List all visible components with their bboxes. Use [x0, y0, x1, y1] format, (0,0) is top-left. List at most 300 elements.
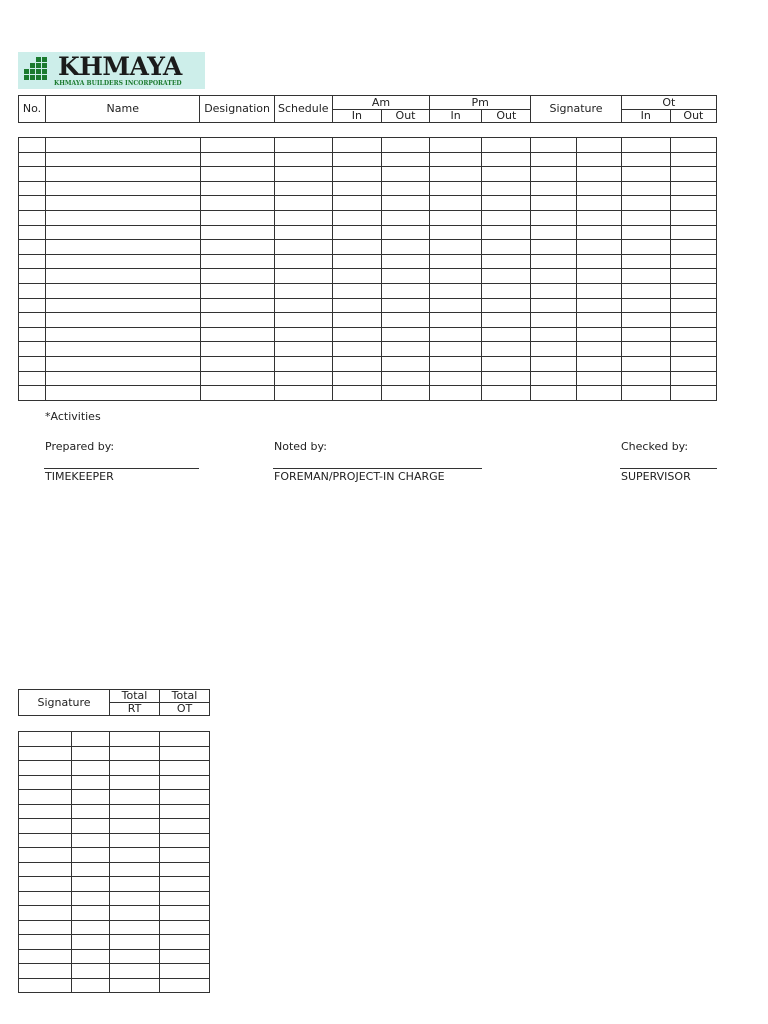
table-cell[interactable]: [621, 342, 670, 357]
table-cell[interactable]: [274, 210, 332, 225]
table-cell[interactable]: [430, 342, 482, 357]
table-cell[interactable]: [274, 371, 332, 386]
table-cell[interactable]: [19, 804, 72, 819]
table-cell[interactable]: [200, 225, 274, 240]
table-cell[interactable]: [19, 181, 46, 196]
table-cell[interactable]: [46, 269, 200, 284]
table-cell[interactable]: [332, 196, 381, 211]
table-cell[interactable]: [160, 761, 210, 776]
table-cell[interactable]: [200, 356, 274, 371]
table-cell[interactable]: [19, 732, 72, 747]
table-cell[interactable]: [482, 138, 531, 153]
table-cell[interactable]: [670, 196, 716, 211]
table-cell[interactable]: [482, 342, 531, 357]
table-cell[interactable]: [274, 298, 332, 313]
table-cell[interactable]: [430, 386, 482, 401]
table-cell[interactable]: [430, 356, 482, 371]
table-cell[interactable]: [670, 342, 716, 357]
table-cell[interactable]: [200, 196, 274, 211]
table-cell[interactable]: [482, 313, 531, 328]
table-cell[interactable]: [19, 210, 46, 225]
table-cell[interactable]: [160, 949, 210, 964]
table-cell[interactable]: [46, 386, 200, 401]
table-cell[interactable]: [430, 167, 482, 182]
table-cell[interactable]: [110, 978, 160, 993]
table-cell[interactable]: [482, 210, 531, 225]
table-cell[interactable]: [110, 906, 160, 921]
noted-by-label: Noted by:: [274, 440, 327, 453]
table-cell[interactable]: [274, 283, 332, 298]
table-cell[interactable]: [110, 891, 160, 906]
table-row: [19, 298, 717, 313]
table-cell[interactable]: [19, 964, 72, 979]
totals-header-total-ot: Total: [160, 690, 210, 703]
table-cell[interactable]: [19, 269, 46, 284]
table-cell[interactable]: [200, 181, 274, 196]
table-cell[interactable]: [670, 298, 716, 313]
table-cell[interactable]: [332, 356, 381, 371]
table-cell[interactable]: [72, 833, 110, 848]
table-cell[interactable]: [531, 196, 576, 211]
table-cell[interactable]: [332, 210, 381, 225]
table-cell[interactable]: [19, 298, 46, 313]
table-cell[interactable]: [160, 906, 210, 921]
table-cell[interactable]: [430, 181, 482, 196]
table-cell[interactable]: [531, 298, 576, 313]
table-cell[interactable]: [670, 327, 716, 342]
table-cell[interactable]: [200, 210, 274, 225]
table-cell[interactable]: [19, 746, 72, 761]
table-cell[interactable]: [576, 196, 621, 211]
table-cell[interactable]: [72, 862, 110, 877]
table-cell[interactable]: [382, 254, 430, 269]
table-cell[interactable]: [72, 949, 110, 964]
table-cell[interactable]: [72, 732, 110, 747]
table-cell[interactable]: [332, 386, 381, 401]
table-cell[interactable]: [110, 761, 160, 776]
table-cell[interactable]: [576, 342, 621, 357]
table-cell[interactable]: [46, 371, 200, 386]
table-cell[interactable]: [621, 283, 670, 298]
table-cell[interactable]: [19, 240, 46, 255]
table-cell[interactable]: [430, 313, 482, 328]
table-cell[interactable]: [531, 225, 576, 240]
table-cell[interactable]: [72, 804, 110, 819]
table-cell[interactable]: [46, 254, 200, 269]
table-cell[interactable]: [72, 848, 110, 863]
table-cell[interactable]: [72, 978, 110, 993]
table-cell[interactable]: [46, 342, 200, 357]
table-cell[interactable]: [46, 356, 200, 371]
table-cell[interactable]: [670, 313, 716, 328]
table-cell[interactable]: [332, 181, 381, 196]
table-cell[interactable]: [621, 152, 670, 167]
table-cell[interactable]: [200, 342, 274, 357]
table-cell[interactable]: [531, 283, 576, 298]
table-cell[interactable]: [670, 283, 716, 298]
table-cell[interactable]: [382, 283, 430, 298]
table-cell[interactable]: [621, 313, 670, 328]
table-cell[interactable]: [19, 819, 72, 834]
table-cell[interactable]: [19, 891, 72, 906]
table-cell[interactable]: [382, 386, 430, 401]
table-cell[interactable]: [200, 269, 274, 284]
table-cell[interactable]: [19, 920, 72, 935]
table-cell[interactable]: [19, 790, 72, 805]
table-cell[interactable]: [576, 254, 621, 269]
table-cell[interactable]: [531, 356, 576, 371]
table-cell[interactable]: [19, 356, 46, 371]
table-cell[interactable]: [72, 891, 110, 906]
table-cell[interactable]: [274, 342, 332, 357]
table-cell[interactable]: [19, 138, 46, 153]
table-cell[interactable]: [160, 891, 210, 906]
table-cell[interactable]: [482, 283, 531, 298]
table-cell[interactable]: [531, 342, 576, 357]
table-cell[interactable]: [576, 167, 621, 182]
table-row: [19, 240, 717, 255]
table-cell[interactable]: [670, 167, 716, 182]
table-cell[interactable]: [482, 327, 531, 342]
table-cell[interactable]: [19, 386, 46, 401]
table-cell[interactable]: [200, 240, 274, 255]
table-cell[interactable]: [621, 210, 670, 225]
table-cell[interactable]: [274, 225, 332, 240]
table-cell[interactable]: [430, 269, 482, 284]
table-cell[interactable]: [72, 877, 110, 892]
table-cell[interactable]: [72, 819, 110, 834]
table-cell[interactable]: [200, 283, 274, 298]
table-cell[interactable]: [19, 225, 46, 240]
table-cell[interactable]: [332, 327, 381, 342]
table-cell[interactable]: [621, 225, 670, 240]
table-cell[interactable]: [332, 138, 381, 153]
table-cell[interactable]: [621, 269, 670, 284]
table-cell[interactable]: [332, 298, 381, 313]
table-cell[interactable]: [200, 327, 274, 342]
table-cell[interactable]: [46, 181, 200, 196]
table-cell[interactable]: [46, 240, 200, 255]
table-cell[interactable]: [332, 225, 381, 240]
table-cell[interactable]: [382, 298, 430, 313]
table-cell[interactable]: [482, 371, 531, 386]
table-cell[interactable]: [110, 935, 160, 950]
table-cell[interactable]: [160, 978, 210, 993]
table-cell[interactable]: [160, 746, 210, 761]
table-cell[interactable]: [382, 138, 430, 153]
table-cell[interactable]: [531, 371, 576, 386]
table-row: [19, 949, 210, 964]
table-cell[interactable]: [110, 790, 160, 805]
table-cell[interactable]: [531, 210, 576, 225]
table-cell[interactable]: [160, 790, 210, 805]
table-cell[interactable]: [430, 298, 482, 313]
table-cell[interactable]: [430, 152, 482, 167]
table-cell[interactable]: [670, 225, 716, 240]
table-cell[interactable]: [332, 152, 381, 167]
table-cell[interactable]: [576, 181, 621, 196]
table-cell[interactable]: [621, 298, 670, 313]
table-cell[interactable]: [274, 254, 332, 269]
table-row: [19, 181, 717, 196]
table-cell[interactable]: [19, 877, 72, 892]
table-cell[interactable]: [382, 240, 430, 255]
table-cell[interactable]: [160, 819, 210, 834]
table-cell[interactable]: [274, 269, 332, 284]
table-cell[interactable]: [160, 920, 210, 935]
table-cell[interactable]: [160, 862, 210, 877]
table-cell[interactable]: [332, 167, 381, 182]
table-cell[interactable]: [274, 196, 332, 211]
table-cell[interactable]: [531, 167, 576, 182]
table-cell[interactable]: [19, 371, 46, 386]
table-cell[interactable]: [332, 313, 381, 328]
table-cell[interactable]: [576, 313, 621, 328]
table-cell[interactable]: [110, 949, 160, 964]
table-cell[interactable]: [531, 254, 576, 269]
table-cell[interactable]: [482, 167, 531, 182]
table-cell[interactable]: [19, 327, 46, 342]
table-cell[interactable]: [110, 746, 160, 761]
table-cell[interactable]: [382, 181, 430, 196]
table-cell[interactable]: [274, 313, 332, 328]
table-cell[interactable]: [621, 371, 670, 386]
table-cell[interactable]: [46, 167, 200, 182]
table-cell[interactable]: [46, 225, 200, 240]
table-cell[interactable]: [19, 342, 46, 357]
table-cell[interactable]: [160, 775, 210, 790]
table-cell[interactable]: [576, 327, 621, 342]
table-cell[interactable]: [670, 240, 716, 255]
table-cell[interactable]: [200, 371, 274, 386]
table-cell[interactable]: [670, 386, 716, 401]
table-cell[interactable]: [46, 298, 200, 313]
table-cell[interactable]: [160, 848, 210, 863]
table-cell[interactable]: [531, 138, 576, 153]
table-cell[interactable]: [382, 371, 430, 386]
table-cell[interactable]: [72, 790, 110, 805]
table-cell[interactable]: [19, 935, 72, 950]
table-cell[interactable]: [274, 240, 332, 255]
table-cell[interactable]: [670, 356, 716, 371]
table-row: [19, 313, 717, 328]
table-cell[interactable]: [430, 210, 482, 225]
table-cell[interactable]: [576, 269, 621, 284]
table-cell[interactable]: [670, 152, 716, 167]
table-cell[interactable]: [531, 313, 576, 328]
table-cell[interactable]: [274, 181, 332, 196]
table-cell[interactable]: [160, 732, 210, 747]
table-cell[interactable]: [621, 254, 670, 269]
table-cell[interactable]: [110, 848, 160, 863]
table-cell[interactable]: [621, 196, 670, 211]
table-cell[interactable]: [576, 371, 621, 386]
table-cell[interactable]: [110, 964, 160, 979]
table-cell[interactable]: [430, 196, 482, 211]
table-cell[interactable]: [621, 356, 670, 371]
table-cell[interactable]: [160, 964, 210, 979]
table-cell[interactable]: [19, 833, 72, 848]
table-cell[interactable]: [200, 254, 274, 269]
table-cell[interactable]: [670, 210, 716, 225]
table-row: [19, 269, 717, 284]
table-cell[interactable]: [482, 196, 531, 211]
table-cell[interactable]: [110, 775, 160, 790]
table-cell[interactable]: [430, 138, 482, 153]
table-cell[interactable]: [382, 313, 430, 328]
table-cell[interactable]: [19, 978, 72, 993]
table-cell[interactable]: [531, 240, 576, 255]
table-cell[interactable]: [670, 269, 716, 284]
table-cell[interactable]: [482, 386, 531, 401]
table-cell[interactable]: [19, 254, 46, 269]
table-cell[interactable]: [274, 327, 332, 342]
table-row: [19, 386, 717, 401]
table-cell[interactable]: [72, 920, 110, 935]
table-cell[interactable]: [19, 152, 46, 167]
totals-header: [18, 689, 210, 716]
table-cell[interactable]: [332, 342, 381, 357]
table-cell[interactable]: [531, 269, 576, 284]
table-cell[interactable]: [332, 254, 381, 269]
table-row: [19, 775, 210, 790]
table-cell[interactable]: [200, 167, 274, 182]
table-cell[interactable]: [482, 254, 531, 269]
table-cell[interactable]: [110, 920, 160, 935]
table-cell[interactable]: [430, 371, 482, 386]
table-cell[interactable]: [19, 196, 46, 211]
table-cell[interactable]: [110, 833, 160, 848]
table-cell[interactable]: [46, 327, 200, 342]
table-cell[interactable]: [621, 386, 670, 401]
table-cell[interactable]: [482, 356, 531, 371]
table-cell[interactable]: [670, 254, 716, 269]
table-cell[interactable]: [274, 167, 332, 182]
table-cell[interactable]: [72, 964, 110, 979]
table-cell[interactable]: [200, 298, 274, 313]
table-cell[interactable]: [46, 313, 200, 328]
table-cell[interactable]: [46, 152, 200, 167]
table-cell[interactable]: [430, 225, 482, 240]
table-cell[interactable]: [332, 240, 381, 255]
table-cell[interactable]: [576, 138, 621, 153]
table-cell[interactable]: [110, 732, 160, 747]
table-cell[interactable]: [19, 862, 72, 877]
table-cell[interactable]: [621, 167, 670, 182]
table-cell[interactable]: [482, 298, 531, 313]
table-cell[interactable]: [482, 269, 531, 284]
table-cell[interactable]: [382, 356, 430, 371]
table-cell[interactable]: [110, 804, 160, 819]
table-cell[interactable]: [19, 167, 46, 182]
table-cell[interactable]: [576, 386, 621, 401]
table-cell[interactable]: [110, 862, 160, 877]
table-cell[interactable]: [46, 283, 200, 298]
table-cell[interactable]: [621, 327, 670, 342]
table-cell[interactable]: [46, 138, 200, 153]
table-cell[interactable]: [19, 313, 46, 328]
table-cell[interactable]: [274, 356, 332, 371]
table-cell[interactable]: [19, 775, 72, 790]
table-cell[interactable]: [160, 804, 210, 819]
table-cell[interactable]: [332, 371, 381, 386]
table-cell[interactable]: [19, 761, 72, 776]
table-cell[interactable]: [621, 181, 670, 196]
table-cell[interactable]: [332, 283, 381, 298]
table-cell[interactable]: [19, 949, 72, 964]
table-cell[interactable]: [621, 138, 670, 153]
table-cell[interactable]: [72, 746, 110, 761]
table-cell[interactable]: [72, 775, 110, 790]
table-row: [19, 833, 210, 848]
table-cell[interactable]: [482, 225, 531, 240]
table-cell[interactable]: [531, 152, 576, 167]
table-cell[interactable]: [200, 386, 274, 401]
table-cell[interactable]: [19, 906, 72, 921]
table-cell[interactable]: [670, 138, 716, 153]
table-cell[interactable]: [576, 283, 621, 298]
table-cell[interactable]: [531, 386, 576, 401]
table-cell[interactable]: [531, 181, 576, 196]
table-cell[interactable]: [160, 935, 210, 950]
table-cell[interactable]: [72, 935, 110, 950]
table-cell[interactable]: [160, 877, 210, 892]
table-cell[interactable]: [576, 152, 621, 167]
table-cell[interactable]: [160, 833, 210, 848]
table-cell[interactable]: [482, 181, 531, 196]
table-cell[interactable]: [200, 152, 274, 167]
table-cell[interactable]: [46, 210, 200, 225]
table-cell[interactable]: [72, 906, 110, 921]
table-cell[interactable]: [430, 240, 482, 255]
table-cell[interactable]: [382, 225, 430, 240]
table-cell[interactable]: [332, 269, 381, 284]
table-cell[interactable]: [576, 240, 621, 255]
table-cell[interactable]: [382, 167, 430, 182]
table-cell[interactable]: [19, 283, 46, 298]
table-cell[interactable]: [274, 152, 332, 167]
table-cell[interactable]: [576, 298, 621, 313]
table-cell[interactable]: [531, 327, 576, 342]
table-cell[interactable]: [576, 210, 621, 225]
table-cell[interactable]: [382, 342, 430, 357]
table-cell[interactable]: [200, 313, 274, 328]
table-cell[interactable]: [670, 371, 716, 386]
table-cell[interactable]: [382, 196, 430, 211]
table-cell[interactable]: [430, 327, 482, 342]
table-cell[interactable]: [382, 152, 430, 167]
table-cell[interactable]: [482, 240, 531, 255]
table-cell[interactable]: [110, 877, 160, 892]
table-cell[interactable]: [576, 225, 621, 240]
table-cell[interactable]: [110, 819, 160, 834]
table-cell[interactable]: [430, 254, 482, 269]
table-cell[interactable]: [274, 138, 332, 153]
table-cell[interactable]: [382, 210, 430, 225]
table-cell[interactable]: [576, 356, 621, 371]
table-cell[interactable]: [482, 152, 531, 167]
table-cell[interactable]: [72, 761, 110, 776]
table-cell[interactable]: [19, 848, 72, 863]
table-cell[interactable]: [670, 181, 716, 196]
table-cell[interactable]: [200, 138, 274, 153]
table-cell[interactable]: [382, 269, 430, 284]
table-cell[interactable]: [274, 386, 332, 401]
table-cell[interactable]: [382, 327, 430, 342]
table-cell[interactable]: [430, 283, 482, 298]
table-cell[interactable]: [46, 196, 200, 211]
table-cell[interactable]: [621, 240, 670, 255]
